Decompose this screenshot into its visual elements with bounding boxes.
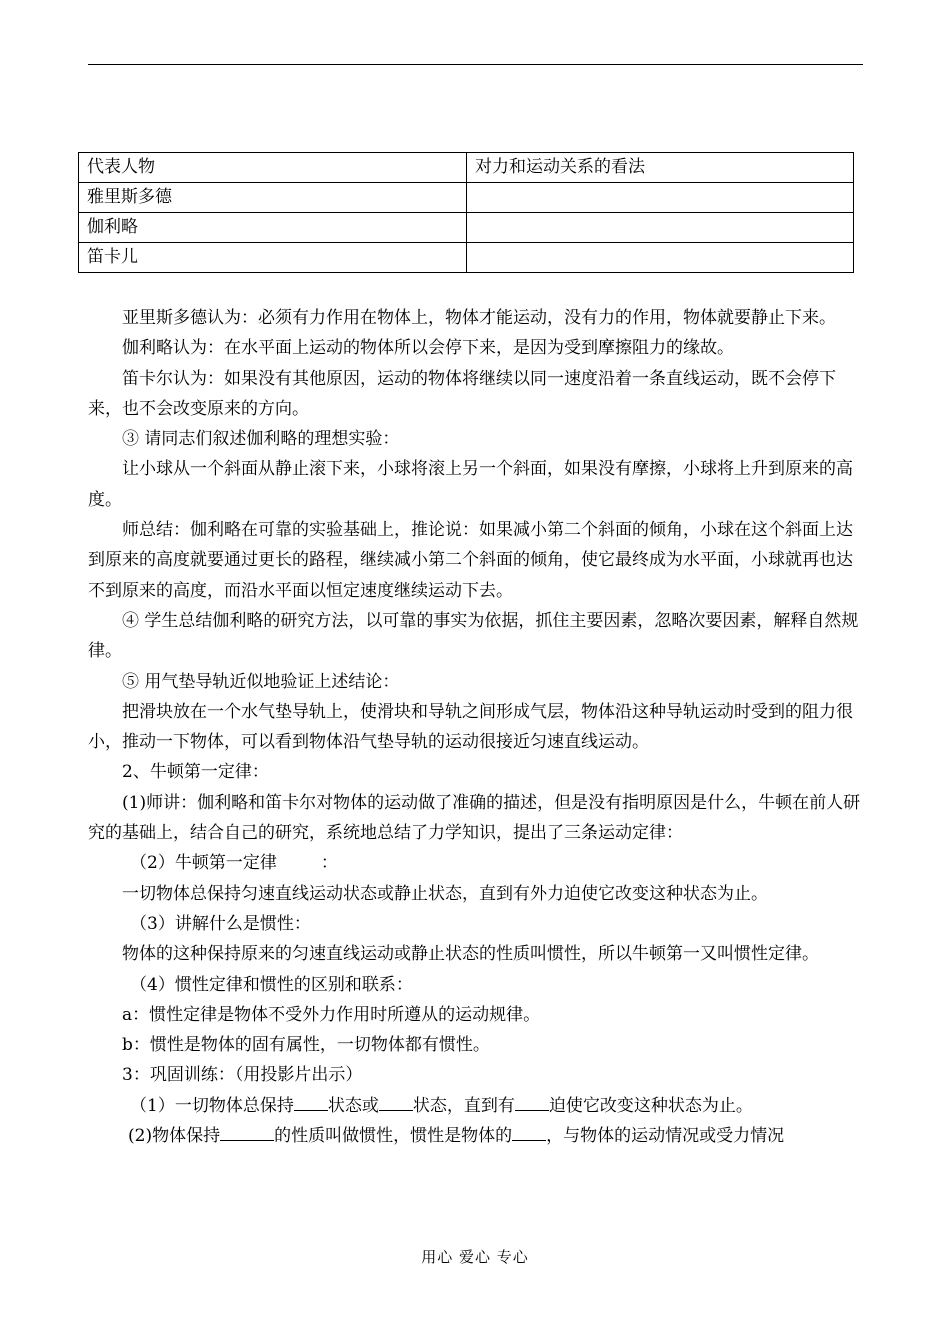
colon: ：: [320, 853, 338, 874]
paragraph: 一切物体总保持匀速直线运动状态或静止状态，直到有外力迫使它改变这种状态为止。: [122, 883, 768, 904]
paragraph: b：惯性是物体的固有属性，一切物体都有惯性。: [122, 1035, 490, 1056]
header-rule: [88, 64, 863, 65]
answer-blank[interactable]: [512, 1122, 546, 1141]
page-footer: 用心 爱心 专心: [421, 1248, 529, 1266]
question-text: (2)物体保持: [128, 1126, 221, 1147]
paragraph: 让小球从一个斜面从静止滚下来，小球将滚上另一个斜面，如果没有摩擦，小球将上升到原来的高度。: [88, 459, 853, 510]
table-cell: 笛卡儿: [79, 243, 467, 273]
table-cell: 伽利略: [79, 213, 467, 243]
table-row: [79, 183, 854, 213]
answer-blank[interactable]: [515, 1092, 549, 1111]
table-row: [79, 213, 854, 243]
paragraph: 物体的这种保持原来的匀速直线运动或静止状态的性质叫惯性，所以牛顿第一又叫惯性定律。: [122, 944, 819, 965]
subheading: （3）讲解什么是惯性：: [130, 913, 311, 934]
answer-blank[interactable]: [379, 1092, 413, 1111]
table-cell: [467, 243, 854, 273]
paragraph: 3：巩固训练：（用投影片出示）: [122, 1065, 363, 1086]
paragraph: 伽利略认为：在水平面上运动的物体所以会停下来，是因为受到摩擦阻力的缘故。: [122, 338, 734, 359]
answer-blank[interactable]: [294, 1092, 328, 1111]
document-body: [88, 303, 866, 1151]
section-heading: 2、牛顿第一定律：: [122, 762, 269, 783]
paragraph: (1)师讲：伽利略和笛卡尔对物体的运动做了准确的描述，但是没有指明原因是什么，牛顿在前人研究的基础上，结合自己的研究，系统地总结了力学知识，提出了三条运动定律：: [88, 792, 861, 844]
question-text: （1）一切物体总保持: [130, 1095, 294, 1116]
table-header-row: [79, 153, 854, 183]
subheading: （2）牛顿第一定律: [130, 853, 277, 874]
answer-blank[interactable]: [220, 1122, 274, 1141]
paragraph: 笛卡尔认为：如果没有其他原因，运动的物体将继续以同一速度沿着一条直线运动，既不会停下来，也不会改变原来的方向。: [88, 368, 836, 419]
exercise-question: [88, 1121, 866, 1151]
table-cell: [467, 183, 854, 213]
table-cell: [467, 213, 854, 243]
paragraph: a：惯性定律是物体不受外力作用时所遵从的运动规律。: [122, 1004, 541, 1025]
question-text: ，与物体的运动情况或受力情况: [546, 1126, 785, 1147]
question-text: 迫使它改变这种状态为止。: [548, 1095, 753, 1116]
paragraph: ③ 请同志们叙述伽利略的理想实验：: [122, 429, 400, 450]
paragraph: 亚里斯多德认为：必须有力作用在物体上，物体才能运动，没有力的作用，物体就要静止下来。: [122, 308, 836, 328]
exercise-question: [88, 1091, 866, 1121]
table-header-cell: 代表人物: [79, 153, 467, 183]
paragraph: 把滑块放在一个水气垫导轨上，使滑块和导轨之间形成气层，物体沿这种导轨运动时受到的阻力很小，推动一下物体，可以看到物体沿气垫导轨的运动很接近匀速直线运动。: [88, 701, 853, 753]
table-cell: 雅里斯多德: [79, 183, 467, 213]
question-text: 状态，直到有: [412, 1095, 515, 1116]
paragraph: ⑤ 用气垫导轨近似地验证上述结论：: [122, 671, 400, 692]
subheading: （4）惯性定律和惯性的区别和联系：: [130, 974, 413, 995]
question-text: 状态或: [327, 1095, 379, 1116]
table-row: [79, 243, 854, 273]
table-header-cell: 对力和运动关系的看法: [467, 153, 854, 183]
question-text: 的性质叫做惯性，惯性是物体的: [274, 1126, 513, 1147]
comparison-table: [78, 152, 854, 273]
paragraph: [88, 848, 866, 878]
paragraph: 师总结：伽利略在可靠的实验基础上，推论说：如果减小第二个斜面的倾角，小球在这个斜面上达到原来的高度就要通过更长的路程，继续减小第二个斜面的倾角，使它最终成为水平面，小球就再也达不到原来的高度，而沿水平面以恒定速度继续运动下去。: [88, 520, 853, 601]
paragraph: ④ 学生总结伽利略的研究方法，以可靠的事实为依据，抓住主要因素，忽略次要因素，解释自然规律。: [88, 610, 859, 662]
